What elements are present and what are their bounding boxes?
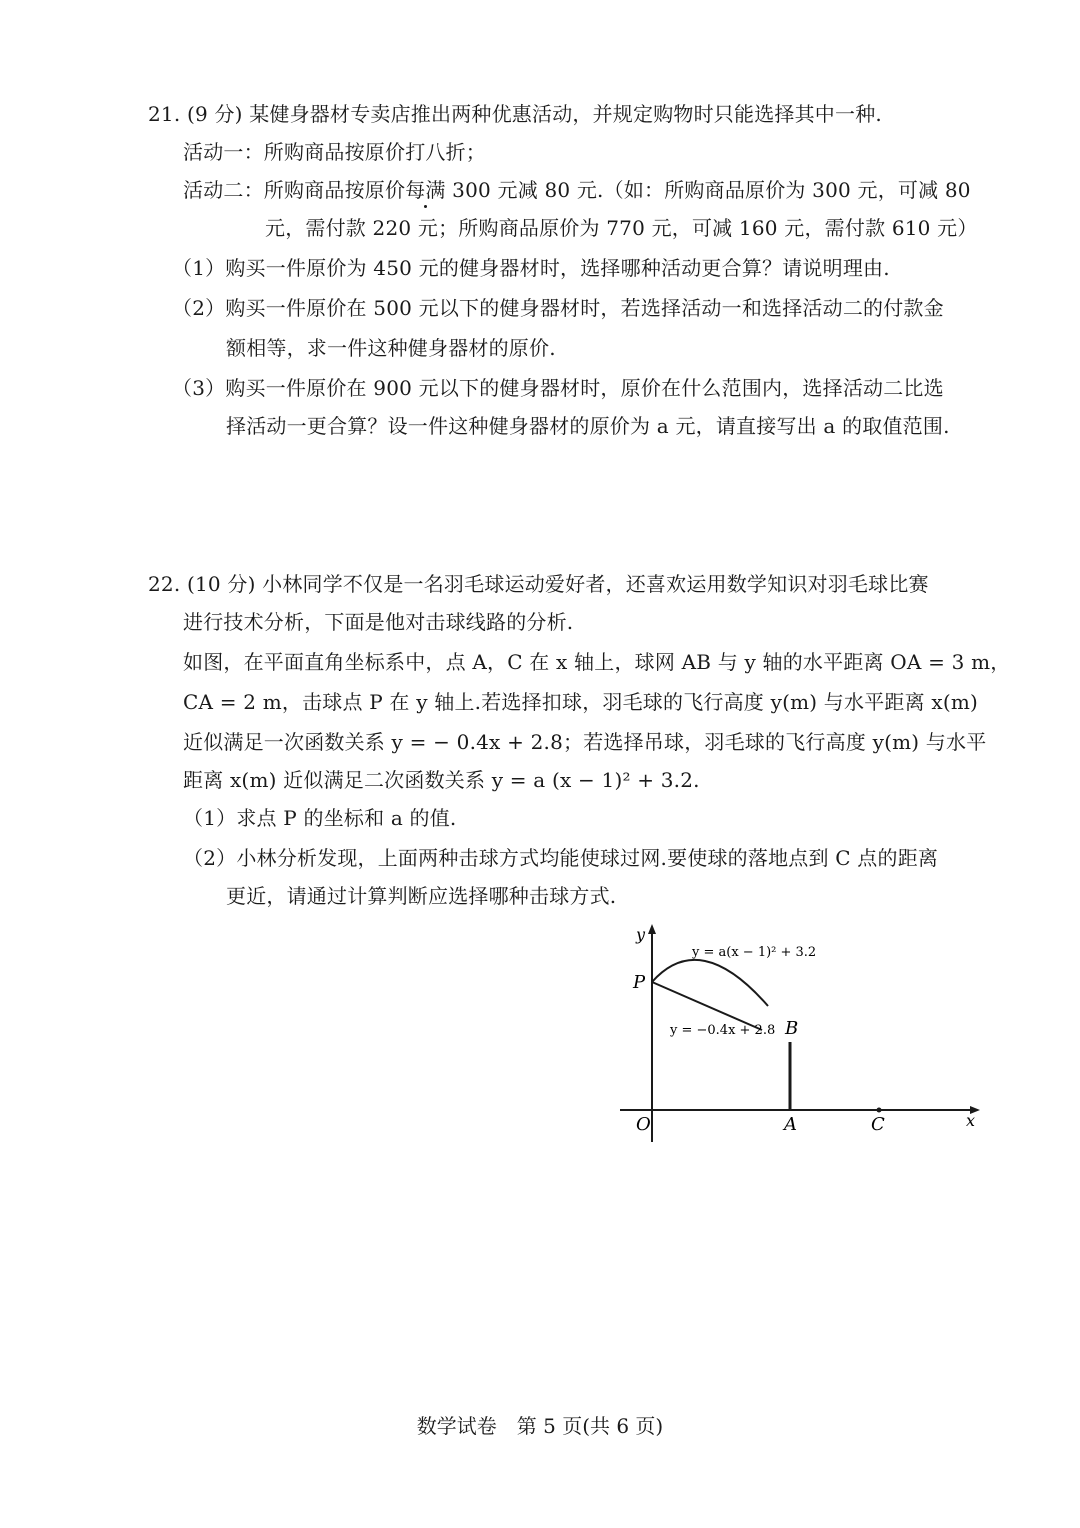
parabola-equation-label: y = a(x − 1)² + 3.2 bbox=[692, 945, 817, 960]
point-c bbox=[877, 1108, 882, 1113]
q21-part-2-line1: （2）购买一件原价在 500 元以下的健身器材时，若选择活动一和选择活动二的付款金 bbox=[172, 296, 944, 320]
q21-activity-two-cont: 元，需付款 220 元；所购商品原价为 770 元，可减 160 元，需付款 610 元） bbox=[265, 216, 978, 240]
q22-header: 22. (10 分) 小林同学不仅是一名羽毛球运动爱好者，还喜欢运用数学知识对羽毛球比赛 bbox=[148, 572, 929, 596]
q21-part-3-line2: 择活动一更合算？设一件这种健身器材的原价为 a 元，请直接写出 a 的取值范围. bbox=[226, 414, 950, 438]
parabola-curve bbox=[652, 960, 768, 1006]
point-c-label: C bbox=[871, 1114, 885, 1135]
coordinate-figure bbox=[600, 920, 990, 1150]
origin-label: O bbox=[636, 1114, 651, 1135]
point-b-label: B bbox=[785, 1018, 799, 1039]
point-a-label: A bbox=[784, 1114, 797, 1135]
q21-activity-two-part-a: 活动二：所购商品按原价 bbox=[183, 178, 406, 202]
q22-part-2-line1: （2）小林分析发现，上面两种击球方式均能使球过网.要使球的落地点到 C 点的距离 bbox=[183, 846, 939, 870]
q22-line5: 近似满足一次函数关系 y = − 0.4x + 2.8；若选择吊球，羽毛球的飞行高度 y(m) 与水平 bbox=[183, 730, 987, 754]
q21-activity-two-part-b: 300 元减 80 元.（如：所购商品原价为 300 元，可减 80 bbox=[445, 178, 971, 202]
point-p-label: P bbox=[633, 972, 646, 993]
q21-part-1: （1）购买一件原价为 450 元的健身器材时，选择哪种活动更合算？请说明理由. bbox=[172, 256, 890, 280]
q21-activity-two bbox=[183, 176, 971, 204]
q22-line3: 如图，在平面直角坐标系中，点 A，C 在 x 轴上，球网 AB 与 y 轴的水平距离 OA = 3 m， bbox=[183, 650, 1011, 674]
q22-line6: 距离 x(m) 近似满足二次函数关系 y = a (x − 1)² + 3.2. bbox=[183, 768, 700, 792]
q21-part-2-line2: 额相等，求一件这种健身器材的原价. bbox=[226, 336, 556, 360]
q21-header: 21. (9 分) 某健身器材专卖店推出两种优惠活动，并规定购物时只能选择其中一种. bbox=[148, 102, 882, 126]
line-equation-label: y = −0.4x + 2.8 bbox=[670, 1023, 776, 1038]
page-footer: 数学试卷 第 5 页(共 6 页) bbox=[416, 1414, 664, 1438]
q21-part-3-line1: （3）购买一件原价在 900 元以下的健身器材时，原价在什么范围内，选择活动二比选 bbox=[172, 376, 944, 400]
y-axis-arrow bbox=[648, 924, 656, 934]
x-axis-label: x bbox=[966, 1111, 976, 1130]
q22-part-1: （1）求点 P 的坐标和 a 的值. bbox=[183, 806, 457, 830]
q21-activity-one: 活动一：所购商品按原价打八折； bbox=[183, 140, 486, 164]
q22-line4: CA = 2 m，击球点 P 在 y 轴上.若选择扣球，羽毛球的飞行高度 y(m) 与水平距离 x(m) bbox=[183, 690, 978, 714]
q21-emphasis-meiman: 每满 bbox=[405, 178, 446, 202]
q22-part-2-line2: 更近，请通过计算判断应选择哪种击球方式. bbox=[226, 884, 617, 908]
y-axis-label: y bbox=[636, 925, 646, 944]
q22-line2: 进行技术分析，下面是他对击球线路的分析. bbox=[183, 610, 574, 634]
